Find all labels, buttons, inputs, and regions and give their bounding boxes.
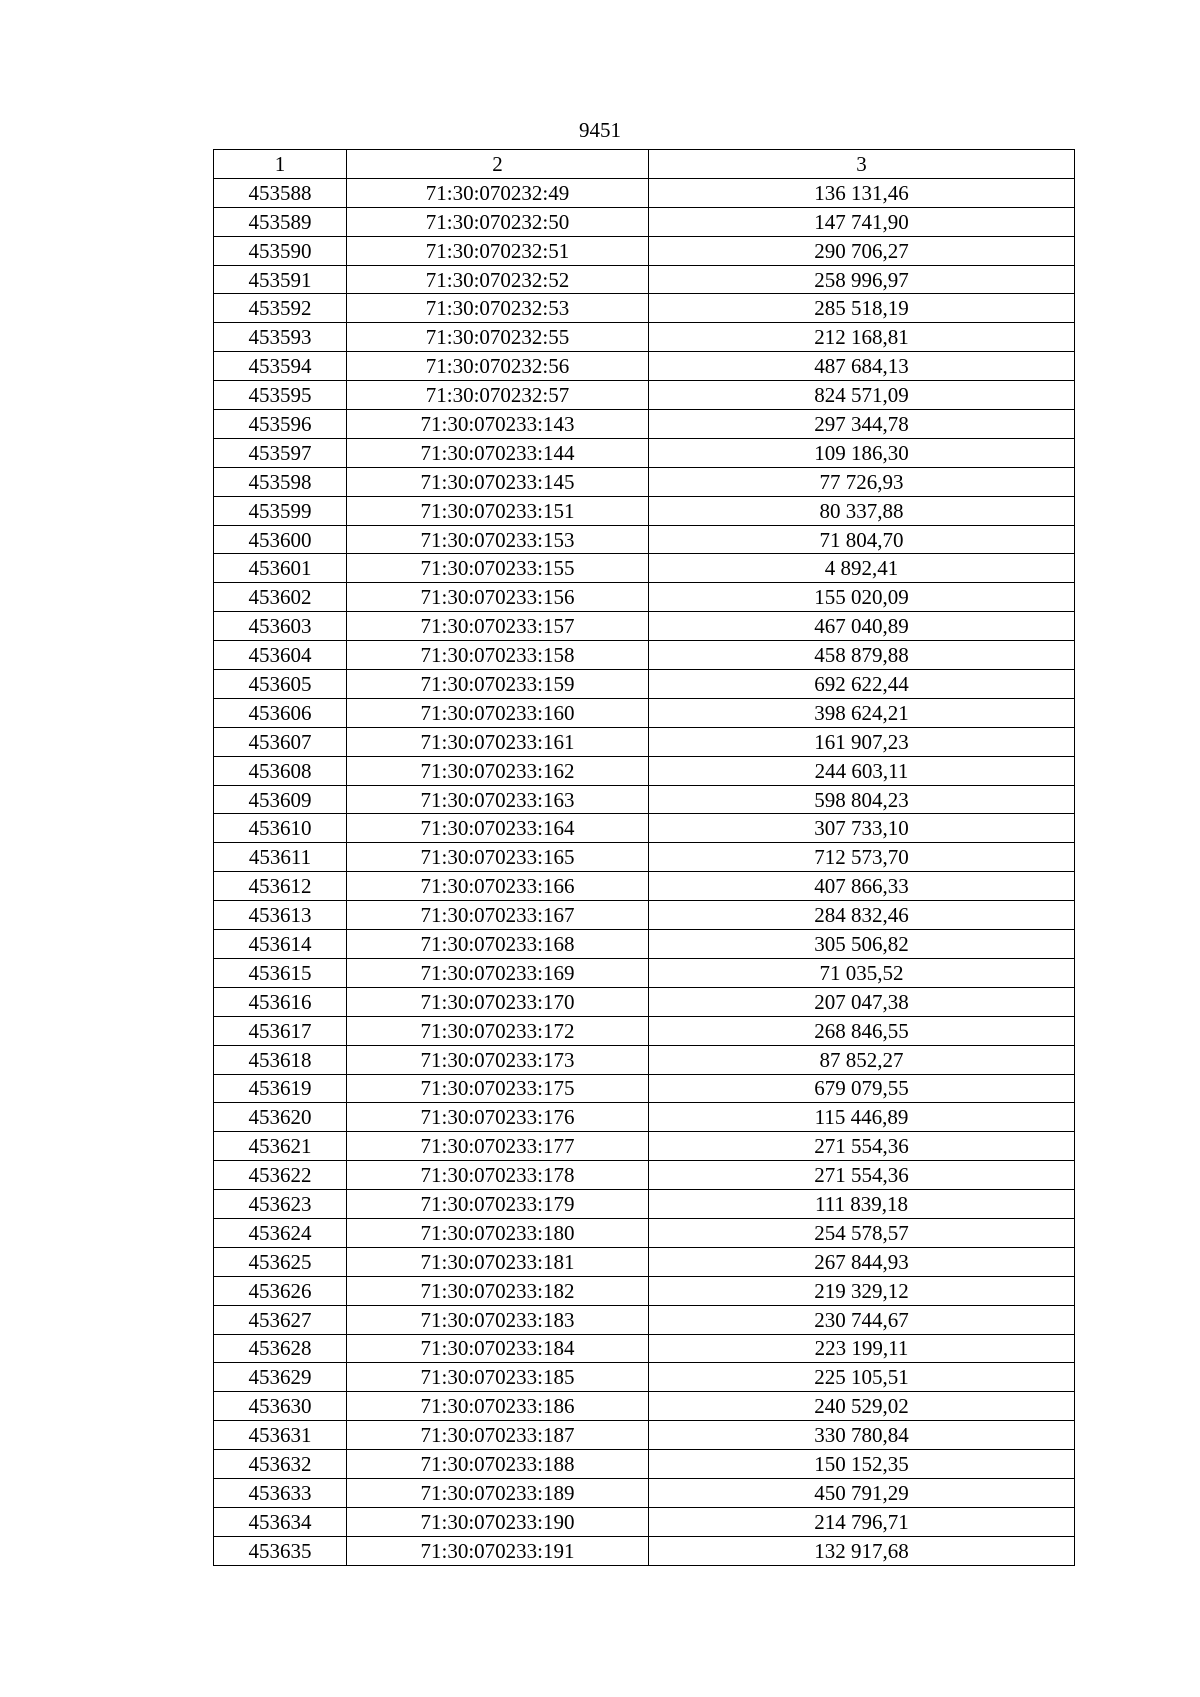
- table-row: [214, 525, 1075, 554]
- value-cell: 407 866,33: [649, 872, 1075, 901]
- table-row: [214, 1218, 1075, 1247]
- table-row: [214, 1074, 1075, 1103]
- record-number-cell: 453625: [214, 1247, 347, 1276]
- record-number-cell: 453622: [214, 1161, 347, 1190]
- cadastral-number-cell: 71:30:070233:190: [347, 1507, 649, 1536]
- record-number-cell: 453613: [214, 901, 347, 930]
- table-row: [214, 1421, 1075, 1450]
- record-number-cell: 453620: [214, 1103, 347, 1132]
- cadastral-number-cell: 71:30:070232:49: [347, 178, 649, 207]
- table-header-row: [214, 150, 1075, 179]
- table-row: [214, 843, 1075, 872]
- cadastral-number-cell: 71:30:070233:187: [347, 1421, 649, 1450]
- record-number-cell: 453588: [214, 178, 347, 207]
- value-cell: 80 337,88: [649, 496, 1075, 525]
- record-number-cell: 453619: [214, 1074, 347, 1103]
- cadastral-number-cell: 71:30:070233:179: [347, 1190, 649, 1219]
- table-row: [214, 670, 1075, 699]
- table-row: [214, 178, 1075, 207]
- table-row: [214, 872, 1075, 901]
- cadastral-number-cell: 71:30:070233:186: [347, 1392, 649, 1421]
- value-cell: 207 047,38: [649, 987, 1075, 1016]
- record-number-cell: 453601: [214, 554, 347, 583]
- value-cell: 284 832,46: [649, 901, 1075, 930]
- record-number-cell: 453633: [214, 1478, 347, 1507]
- value-cell: 230 744,67: [649, 1305, 1075, 1334]
- table-row: [214, 1103, 1075, 1132]
- cadastral-number-cell: 71:30:070233:145: [347, 467, 649, 496]
- table-row: [214, 323, 1075, 352]
- cadastral-number-cell: 71:30:070233:185: [347, 1363, 649, 1392]
- cadastral-number-cell: 71:30:070232:57: [347, 381, 649, 410]
- record-number-cell: 453632: [214, 1450, 347, 1479]
- value-cell: 150 152,35: [649, 1450, 1075, 1479]
- cadastral-number-cell: 71:30:070232:51: [347, 236, 649, 265]
- value-cell: 212 168,81: [649, 323, 1075, 352]
- value-cell: 450 791,29: [649, 1478, 1075, 1507]
- value-cell: 254 578,57: [649, 1218, 1075, 1247]
- cadastral-number-cell: 71:30:070233:144: [347, 438, 649, 467]
- cadastral-number-cell: 71:30:070233:165: [347, 843, 649, 872]
- value-cell: 487 684,13: [649, 352, 1075, 381]
- cadastral-number-cell: 71:30:070233:157: [347, 612, 649, 641]
- record-number-cell: 453628: [214, 1334, 347, 1363]
- value-cell: 155 020,09: [649, 583, 1075, 612]
- table-row: [214, 1305, 1075, 1334]
- table-row: [214, 207, 1075, 236]
- cadastral-number-cell: 71:30:070233:162: [347, 756, 649, 785]
- header-cell-3: 3: [649, 150, 1075, 179]
- table-row: [214, 1132, 1075, 1161]
- cadastral-number-cell: 71:30:070233:169: [347, 958, 649, 987]
- table-row: [214, 236, 1075, 265]
- table-row: [214, 901, 1075, 930]
- record-number-cell: 453623: [214, 1190, 347, 1219]
- value-cell: 712 573,70: [649, 843, 1075, 872]
- cadastral-number-cell: 71:30:070233:164: [347, 814, 649, 843]
- page-number: 9451: [579, 118, 621, 142]
- value-cell: 240 529,02: [649, 1392, 1075, 1421]
- cadastral-number-cell: 71:30:070233:161: [347, 727, 649, 756]
- value-cell: 115 446,89: [649, 1103, 1075, 1132]
- record-number-cell: 453597: [214, 438, 347, 467]
- record-number-cell: 453634: [214, 1507, 347, 1536]
- record-number-cell: 453594: [214, 352, 347, 381]
- cadastral-number-cell: 71:30:070233:183: [347, 1305, 649, 1334]
- table-row: [214, 265, 1075, 294]
- record-number-cell: 453592: [214, 294, 347, 323]
- cadastral-number-cell: 71:30:070233:182: [347, 1276, 649, 1305]
- cadastral-number-cell: 71:30:070233:173: [347, 1045, 649, 1074]
- cadastral-number-cell: 71:30:070233:151: [347, 496, 649, 525]
- record-number-cell: 453618: [214, 1045, 347, 1074]
- cadastral-number-cell: 71:30:070233:177: [347, 1132, 649, 1161]
- table-row: [214, 352, 1075, 381]
- value-cell: 71 035,52: [649, 958, 1075, 987]
- value-cell: 136 131,46: [649, 178, 1075, 207]
- value-cell: 161 907,23: [649, 727, 1075, 756]
- record-number-cell: 453615: [214, 958, 347, 987]
- value-cell: 330 780,84: [649, 1421, 1075, 1450]
- table-row: [214, 1045, 1075, 1074]
- value-cell: 290 706,27: [649, 236, 1075, 265]
- record-number-cell: 453616: [214, 987, 347, 1016]
- record-number-cell: 453596: [214, 410, 347, 439]
- record-number-cell: 453590: [214, 236, 347, 265]
- table-row: [214, 1536, 1075, 1565]
- table-row: [214, 785, 1075, 814]
- cadastral-number-cell: 71:30:070233:191: [347, 1536, 649, 1565]
- cadastral-number-cell: 71:30:070233:143: [347, 410, 649, 439]
- record-number-cell: 453607: [214, 727, 347, 756]
- value-cell: 297 344,78: [649, 410, 1075, 439]
- table-row: [214, 1190, 1075, 1219]
- header-cell-2: 2: [347, 150, 649, 179]
- table-row: [214, 1016, 1075, 1045]
- record-number-cell: 453606: [214, 698, 347, 727]
- table-row: [214, 1478, 1075, 1507]
- record-number-cell: 453617: [214, 1016, 347, 1045]
- value-cell: 285 518,19: [649, 294, 1075, 323]
- cadastral-number-cell: 71:30:070233:176: [347, 1103, 649, 1132]
- table-row: [214, 1161, 1075, 1190]
- cadastral-number-cell: 71:30:070233:155: [347, 554, 649, 583]
- cadastral-number-cell: 71:30:070233:163: [347, 785, 649, 814]
- cadastral-number-cell: 71:30:070233:172: [347, 1016, 649, 1045]
- cadastral-number-cell: 71:30:070233:158: [347, 641, 649, 670]
- value-cell: 692 622,44: [649, 670, 1075, 699]
- value-cell: 305 506,82: [649, 930, 1075, 959]
- table-row: [214, 1276, 1075, 1305]
- record-number-cell: 453614: [214, 930, 347, 959]
- record-number-cell: 453598: [214, 467, 347, 496]
- table-row: [214, 496, 1075, 525]
- table-row: [214, 814, 1075, 843]
- table-row: [214, 698, 1075, 727]
- record-number-cell: 453626: [214, 1276, 347, 1305]
- cadastral-number-cell: 71:30:070232:56: [347, 352, 649, 381]
- record-number-cell: 453624: [214, 1218, 347, 1247]
- table-row: [214, 554, 1075, 583]
- cadastral-number-cell: 71:30:070233:189: [347, 1478, 649, 1507]
- record-number-cell: 453599: [214, 496, 347, 525]
- value-cell: 824 571,09: [649, 381, 1075, 410]
- table-row: [214, 583, 1075, 612]
- table-row: [214, 438, 1075, 467]
- value-cell: 4 892,41: [649, 554, 1075, 583]
- cadastral-number-cell: 71:30:070233:180: [347, 1218, 649, 1247]
- table-row: [214, 930, 1075, 959]
- cadastral-number-cell: 71:30:070232:50: [347, 207, 649, 236]
- value-cell: 109 186,30: [649, 438, 1075, 467]
- record-number-cell: 453611: [214, 843, 347, 872]
- value-cell: 271 554,36: [649, 1161, 1075, 1190]
- value-cell: 598 804,23: [649, 785, 1075, 814]
- cadastral-number-cell: 71:30:070233:167: [347, 901, 649, 930]
- table-row: [214, 381, 1075, 410]
- record-number-cell: 453602: [214, 583, 347, 612]
- table-row: [214, 756, 1075, 785]
- table-row: [214, 1450, 1075, 1479]
- record-number-cell: 453627: [214, 1305, 347, 1334]
- table-row: [214, 958, 1075, 987]
- table-row: [214, 1363, 1075, 1392]
- cadastral-number-cell: 71:30:070233:184: [347, 1334, 649, 1363]
- cadastral-number-cell: 71:30:070233:181: [347, 1247, 649, 1276]
- value-cell: 258 996,97: [649, 265, 1075, 294]
- table-row: [214, 987, 1075, 1016]
- record-number-cell: 453621: [214, 1132, 347, 1161]
- value-cell: 132 917,68: [649, 1536, 1075, 1565]
- cadastral-number-cell: 71:30:070232:53: [347, 294, 649, 323]
- table-row: [214, 641, 1075, 670]
- value-cell: 268 846,55: [649, 1016, 1075, 1045]
- record-number-cell: 453604: [214, 641, 347, 670]
- cadastral-number-cell: 71:30:070233:178: [347, 1161, 649, 1190]
- value-cell: 467 040,89: [649, 612, 1075, 641]
- record-number-cell: 453593: [214, 323, 347, 352]
- cadastral-number-cell: 71:30:070233:188: [347, 1450, 649, 1479]
- table-row: [214, 727, 1075, 756]
- header-cell-1: 1: [214, 150, 347, 179]
- cadastral-number-cell: 71:30:070232:52: [347, 265, 649, 294]
- value-cell: 147 741,90: [649, 207, 1075, 236]
- value-cell: 214 796,71: [649, 1507, 1075, 1536]
- value-cell: 111 839,18: [649, 1190, 1075, 1219]
- record-number-cell: 453589: [214, 207, 347, 236]
- cadastral-number-cell: 71:30:070232:55: [347, 323, 649, 352]
- record-number-cell: 453612: [214, 872, 347, 901]
- data-table: [213, 149, 1075, 1566]
- record-number-cell: 453630: [214, 1392, 347, 1421]
- cadastral-number-cell: 71:30:070233:153: [347, 525, 649, 554]
- cadastral-number-cell: 71:30:070233:160: [347, 698, 649, 727]
- table-row: [214, 410, 1075, 439]
- value-cell: 223 199,11: [649, 1334, 1075, 1363]
- value-cell: 458 879,88: [649, 641, 1075, 670]
- value-cell: 398 624,21: [649, 698, 1075, 727]
- table-body: [214, 150, 1075, 1566]
- record-number-cell: 453591: [214, 265, 347, 294]
- value-cell: 307 733,10: [649, 814, 1075, 843]
- table-row: [214, 1392, 1075, 1421]
- value-cell: 244 603,11: [649, 756, 1075, 785]
- value-cell: 77 726,93: [649, 467, 1075, 496]
- record-number-cell: 453610: [214, 814, 347, 843]
- record-number-cell: 453595: [214, 381, 347, 410]
- record-number-cell: 453631: [214, 1421, 347, 1450]
- table-row: [214, 294, 1075, 323]
- cadastral-number-cell: 71:30:070233:159: [347, 670, 649, 699]
- record-number-cell: 453605: [214, 670, 347, 699]
- record-number-cell: 453608: [214, 756, 347, 785]
- value-cell: 267 844,93: [649, 1247, 1075, 1276]
- cadastral-number-cell: 71:30:070233:166: [347, 872, 649, 901]
- record-number-cell: 453609: [214, 785, 347, 814]
- value-cell: 225 105,51: [649, 1363, 1075, 1392]
- record-number-cell: 453629: [214, 1363, 347, 1392]
- value-cell: 219 329,12: [649, 1276, 1075, 1305]
- cadastral-number-cell: 71:30:070233:170: [347, 987, 649, 1016]
- cadastral-number-cell: 71:30:070233:156: [347, 583, 649, 612]
- table-row: [214, 1507, 1075, 1536]
- value-cell: 679 079,55: [649, 1074, 1075, 1103]
- record-number-cell: 453603: [214, 612, 347, 641]
- table-row: [214, 612, 1075, 641]
- cadastral-number-cell: 71:30:070233:175: [347, 1074, 649, 1103]
- table-row: [214, 1247, 1075, 1276]
- cadastral-number-cell: 71:30:070233:168: [347, 930, 649, 959]
- record-number-cell: 453600: [214, 525, 347, 554]
- value-cell: 71 804,70: [649, 525, 1075, 554]
- value-cell: 87 852,27: [649, 1045, 1075, 1074]
- value-cell: 271 554,36: [649, 1132, 1075, 1161]
- record-number-cell: 453635: [214, 1536, 347, 1565]
- table-row: [214, 467, 1075, 496]
- table-row: [214, 1334, 1075, 1363]
